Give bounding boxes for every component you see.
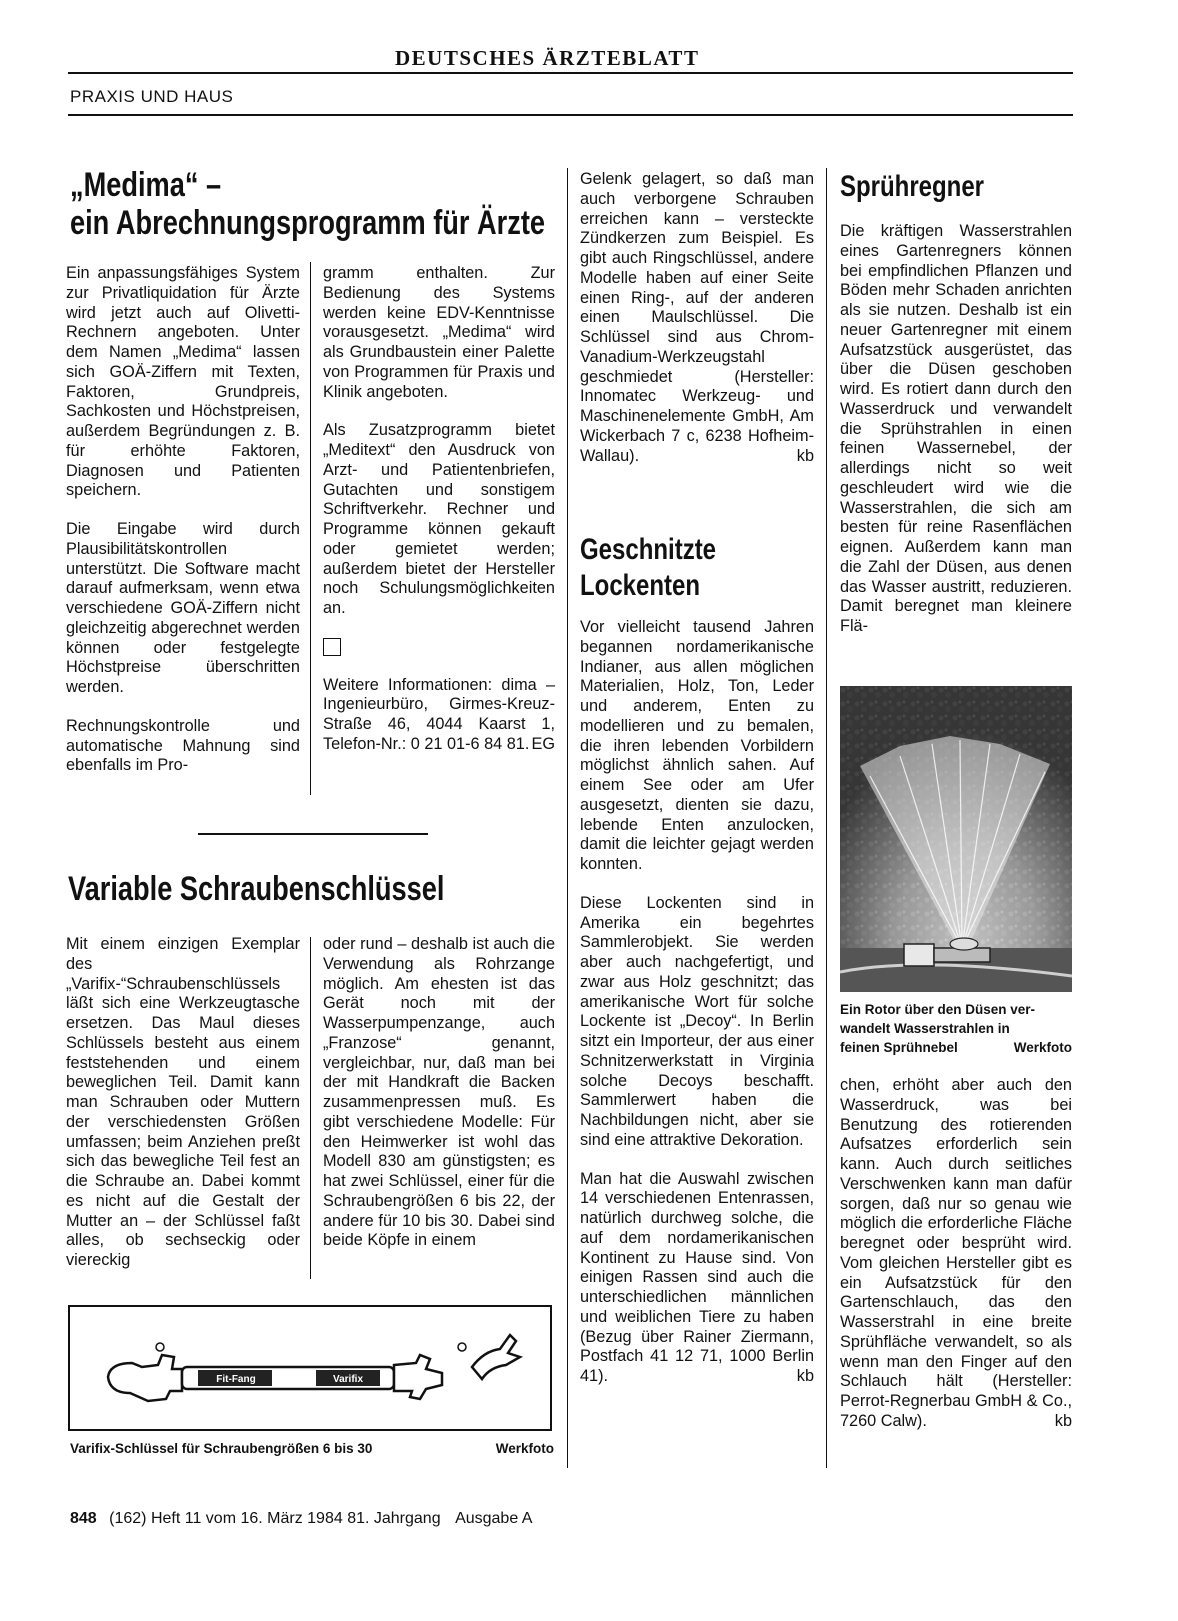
- column-rule-2: [567, 168, 568, 1468]
- wrench-caption: [70, 1439, 554, 1458]
- spruehregner-title: Sprühregner: [840, 170, 985, 203]
- lockenten-paragraph: Vor vielleicht tausend Jahren begannen nordamerikanische Indianer, aus allen möglichen Materialien, Holz, Ton, Leder und anderem, Enten zu modellieren und zu bemalen, die ihren lebenden Vorbildern möglichst ähnlich sahen. Auf einem See oder am Ufer ausgesetzt, dienten sie dazu, lebende Enten anzulocken, damit die leichter gejagt werden konnten.: [580, 618, 814, 873]
- sprinkler-caption-line3: feinen Sprühnebel: [840, 1040, 958, 1055]
- medima-column-1: [66, 264, 300, 776]
- wrench-label-right: Varifix: [332, 1374, 364, 1385]
- edition-info: Ausgabe A: [455, 1510, 533, 1527]
- schraubenschluessel-column-3-text: Gelenk gelagert, so daß man auch verborgene Schrauben erreichen kann – versteckte Zündkerzen zum Beispiel. Es gibt auch Ringschlüssel, andere Modelle haben auf einer Seite einen Ring-, auf der anderen einen Maulschlüssel. Die Schlüssel sind aus Chrom-Vanadium-Werkzeugstahl geschmiedet (Hersteller: Innomatec Werkzeug- und Maschinenelemente GmbH, Am Wickerbach 7 c, 6238 Hofheim-Wallau).: [580, 170, 814, 465]
- section-label: PRAXIS UND HAUS: [70, 87, 234, 106]
- spruehregner-text-bottom: chen, erhöht aber auch den Wasserdruck, was bei Benutzung des rotierenden Aufsatzes erforderlich sein kann. Auch durch seitliches Verschwenken kann man dafür sorgen, daß nur so genau wie möglich die erforderliche Fläche beregnet oder besprüht wird. Vom gleichen Hersteller gibt es ein Aufsatzstück für den Gartenschlauch, das den Wasserstrahl in eine breite Sprühfläche verwandelt, so als wenn man den Finger auf den Schlauch hält (Hersteller: Perrot-Regnerbau GmbH & Co., 7260 Calw).: [840, 1076, 1072, 1430]
- medima-paragraph: Als Zusatzprogramm bietet „Meditext“ den Ausdruck von Arzt- und Patientenbriefen, Gutachten und sonstigem Schriftverkehr. Rechner und Programme können gekauft oder gemietet werden; außerdem bietet der Hersteller noch Schulungsmöglichkeiten an.: [323, 421, 555, 617]
- spruehregner-text-top: Die kräftigen Wasserstrahlen eines Gartenregners können bei empfindlichen Pflanzen und Böden mehr Schaden anrichten als sie nutzen. Deshalb ist ein neuer Gartenregner mit einem Aufsatzstück ausgerüstet, das über die Düsen geschoben wird. Es rotiert dann durch den Wasserdruck und verwandelt die Sprühstrahlen in einen feinen Wassernebel, der allerdings nicht so weit geschleudert wird wie die Wasserstrahlen, die sich am besten für reine Rasenflächen eignen. Außerdem kann man die Zahl der Düsen, aus denen das Wasser austritt, reduzieren. Damit beregnet man kleinere Flä-: [840, 222, 1072, 635]
- medima-paragraph: Ein anpassungsfähiges System zur Privatliquidation für Ärzte wird jetzt auch auf Olivetti-Rechnern angeboten. Unter dem Namen „Medima“ lassen sich GOÄ-Ziffern mit Texten, Faktoren, Grundpreis, Sachkosten und Höchstpreisen, außerdem Begründungen z. B. für erhöhte Faktoren, Diagnosen und Patienten speichern.: [66, 264, 300, 500]
- lockenten-title-line2: Lockenten: [580, 569, 701, 602]
- medima-column-2: [323, 264, 555, 755]
- end-mark-square: [323, 638, 341, 656]
- sprinkler-caption-line1: Ein Rotor über den Düsen ver-: [840, 1002, 1036, 1017]
- wrench-figure: [68, 1305, 552, 1431]
- issue-info: (162) Heft 11 vom 16. März 1984 81. Jahrgang: [109, 1510, 441, 1527]
- schraubenschluessel-column-2: oder rund – deshalb ist auch die Verwendung als Rohrzange möglich. Am ehesten ist das Gerät noch mit der Wasserpumpenzange, auch „Franzose“ genannt, vergleichbar, nur, daß man bei der mit Handkraft die Backen zusammenpressen muß. Es gibt verschiedene Modelle: Für den Heimwerker ist wohl das Modell 830 am günstigsten; es hat zwei Schlüssel, einer für die Schraubengrößen 6 bis 22, der andere für 10 bis 30. Dabei sind beide Köpfe in einem: [323, 935, 555, 1250]
- spruehregner-text-bottom-block: [840, 1076, 1072, 1432]
- lockenten-body: [580, 618, 814, 1387]
- sprinkler-photo-image: [840, 686, 1072, 992]
- page-footer: [70, 1510, 532, 1528]
- schraubenschluessel-signature: kb: [796, 446, 814, 465]
- wrench-label-left: Fit-Fang: [216, 1374, 256, 1385]
- medima-paragraph: gramm enthalten. Zur Bedienung des Systems werden keine EDV-Kenntnisse vorausgesetzt. „Medima“ wird als Grundbaustein einer Palette von Programmen für Praxis und Klinik angeboten.: [323, 264, 555, 401]
- sprinkler-caption-line2: wandelt Wasserstrahlen in: [840, 1021, 1010, 1036]
- column-rule-3: [826, 168, 827, 1468]
- medima-title: [70, 166, 545, 242]
- lockenten-paragraph-last: [580, 1170, 814, 1387]
- lockenten-signature: kb: [796, 1367, 814, 1385]
- wrench-illustration: [70, 1307, 550, 1429]
- section-rule: [68, 114, 1073, 116]
- wrench-caption-text: Varifix-Schlüssel für Schraubengrößen 6 bis 30: [70, 1441, 373, 1456]
- sprinkler-caption: [840, 1000, 1072, 1057]
- lockenten-title-line1: Geschnitzte: [580, 533, 717, 566]
- lockenten-paragraph: Diese Lockenten sind in Amerika ein begehrtes Sammlerobjekt. Sie werden aber auch nachgefertigt, und zwar aus Holz geschnitzt; das amerikanische Wort für solche Lockente ist „Decoy“. In Berlin sitzt ein Importeur, der aus einer Schnitzerwerkstatt in Virginia solche Decoys beschafft. Sammlerwert haben die Nachbildungen nicht, aber sie sind eine attraktive Dekoration.: [580, 893, 814, 1149]
- page-number: 848: [70, 1510, 97, 1527]
- spruehregner-signature: kb: [1054, 1411, 1072, 1430]
- medima-signature: EG: [531, 734, 555, 753]
- medima-title-line1: „Medima“ –: [70, 166, 222, 204]
- schraubenschluessel-column-3: [580, 170, 814, 466]
- lockenten-title: [580, 532, 716, 604]
- medima-contact: [323, 676, 555, 755]
- schraubenschluessel-column-1: Mit einem einzigen Exemplar des „Varifix-“Schraubenschlüssels läßt sich eine Werkzeugtasche ersetzen. Das Maul dieses Schlüssels besteht aus einem feststehenden und einem beweglichen Teil. Damit kann man Schrauben oder Muttern der verschiedensten Größen umfassen; beim Anziehen preßt sich das bewegliche Teil fest an die Schraube an. Dabei kommt es nicht auf die Gestalt der Mutter an – der Schlüssel faßt alles, ob sechseckig oder viereckig: [66, 935, 300, 1269]
- sprinkler-caption-credit: Werkfoto: [1013, 1040, 1072, 1055]
- medima-paragraph: Rechnungskontrolle und automatische Mahnung sind ebenfalls im Pro-: [66, 716, 300, 775]
- schraubenschluessel-title: Variable Schraubenschlüssel: [68, 870, 445, 908]
- column-rule-1: [310, 262, 311, 795]
- medima-paragraph: Die Eingabe wird durch Plausibilitätskontrollen unterstützt. Die Software macht darauf aufmerksam, wenn etwa verschiedene GOÄ-Ziffern nicht gleichzeitig abgerechnet werden können oder festgelegte Höchstpreise überschritten werden.: [66, 520, 300, 696]
- sprinkler-photo: [840, 686, 1072, 992]
- article-divider: [198, 833, 428, 835]
- masthead-rule: [68, 72, 1073, 74]
- masthead: DEUTSCHES ÄRZTEBLATT: [395, 46, 700, 70]
- wrench-caption-credit: Werkfoto: [495, 1441, 554, 1456]
- medima-contact-text: Weitere Informationen: dima – Ingenieurbüro, Girmes-Kreuz-Straße 46, 4044 Kaarst 1, Telefon-Nr.: 0 21 01-6 84 81.: [323, 675, 555, 753]
- column-rule-4: [310, 937, 311, 1279]
- medima-title-line2: ein Abrechnungsprogramm für Ärzte: [70, 204, 546, 243]
- lockenten-paragraph-text: Man hat die Auswahl zwischen 14 verschiedenen Entenrassen, natürlich durchweg solche, die auf dem nordamerikanischen Kontinent zu Hause sind. Von einigen Rassen sind auch die unterschiedlichen männlichen und weiblichen Tiere zu haben (Bezug über Rainer Ziermann, Postfach 41 12 71, 1000 Berlin 41).: [580, 1169, 814, 1385]
- sprinkler-caption-line3-row: [840, 1038, 1072, 1057]
